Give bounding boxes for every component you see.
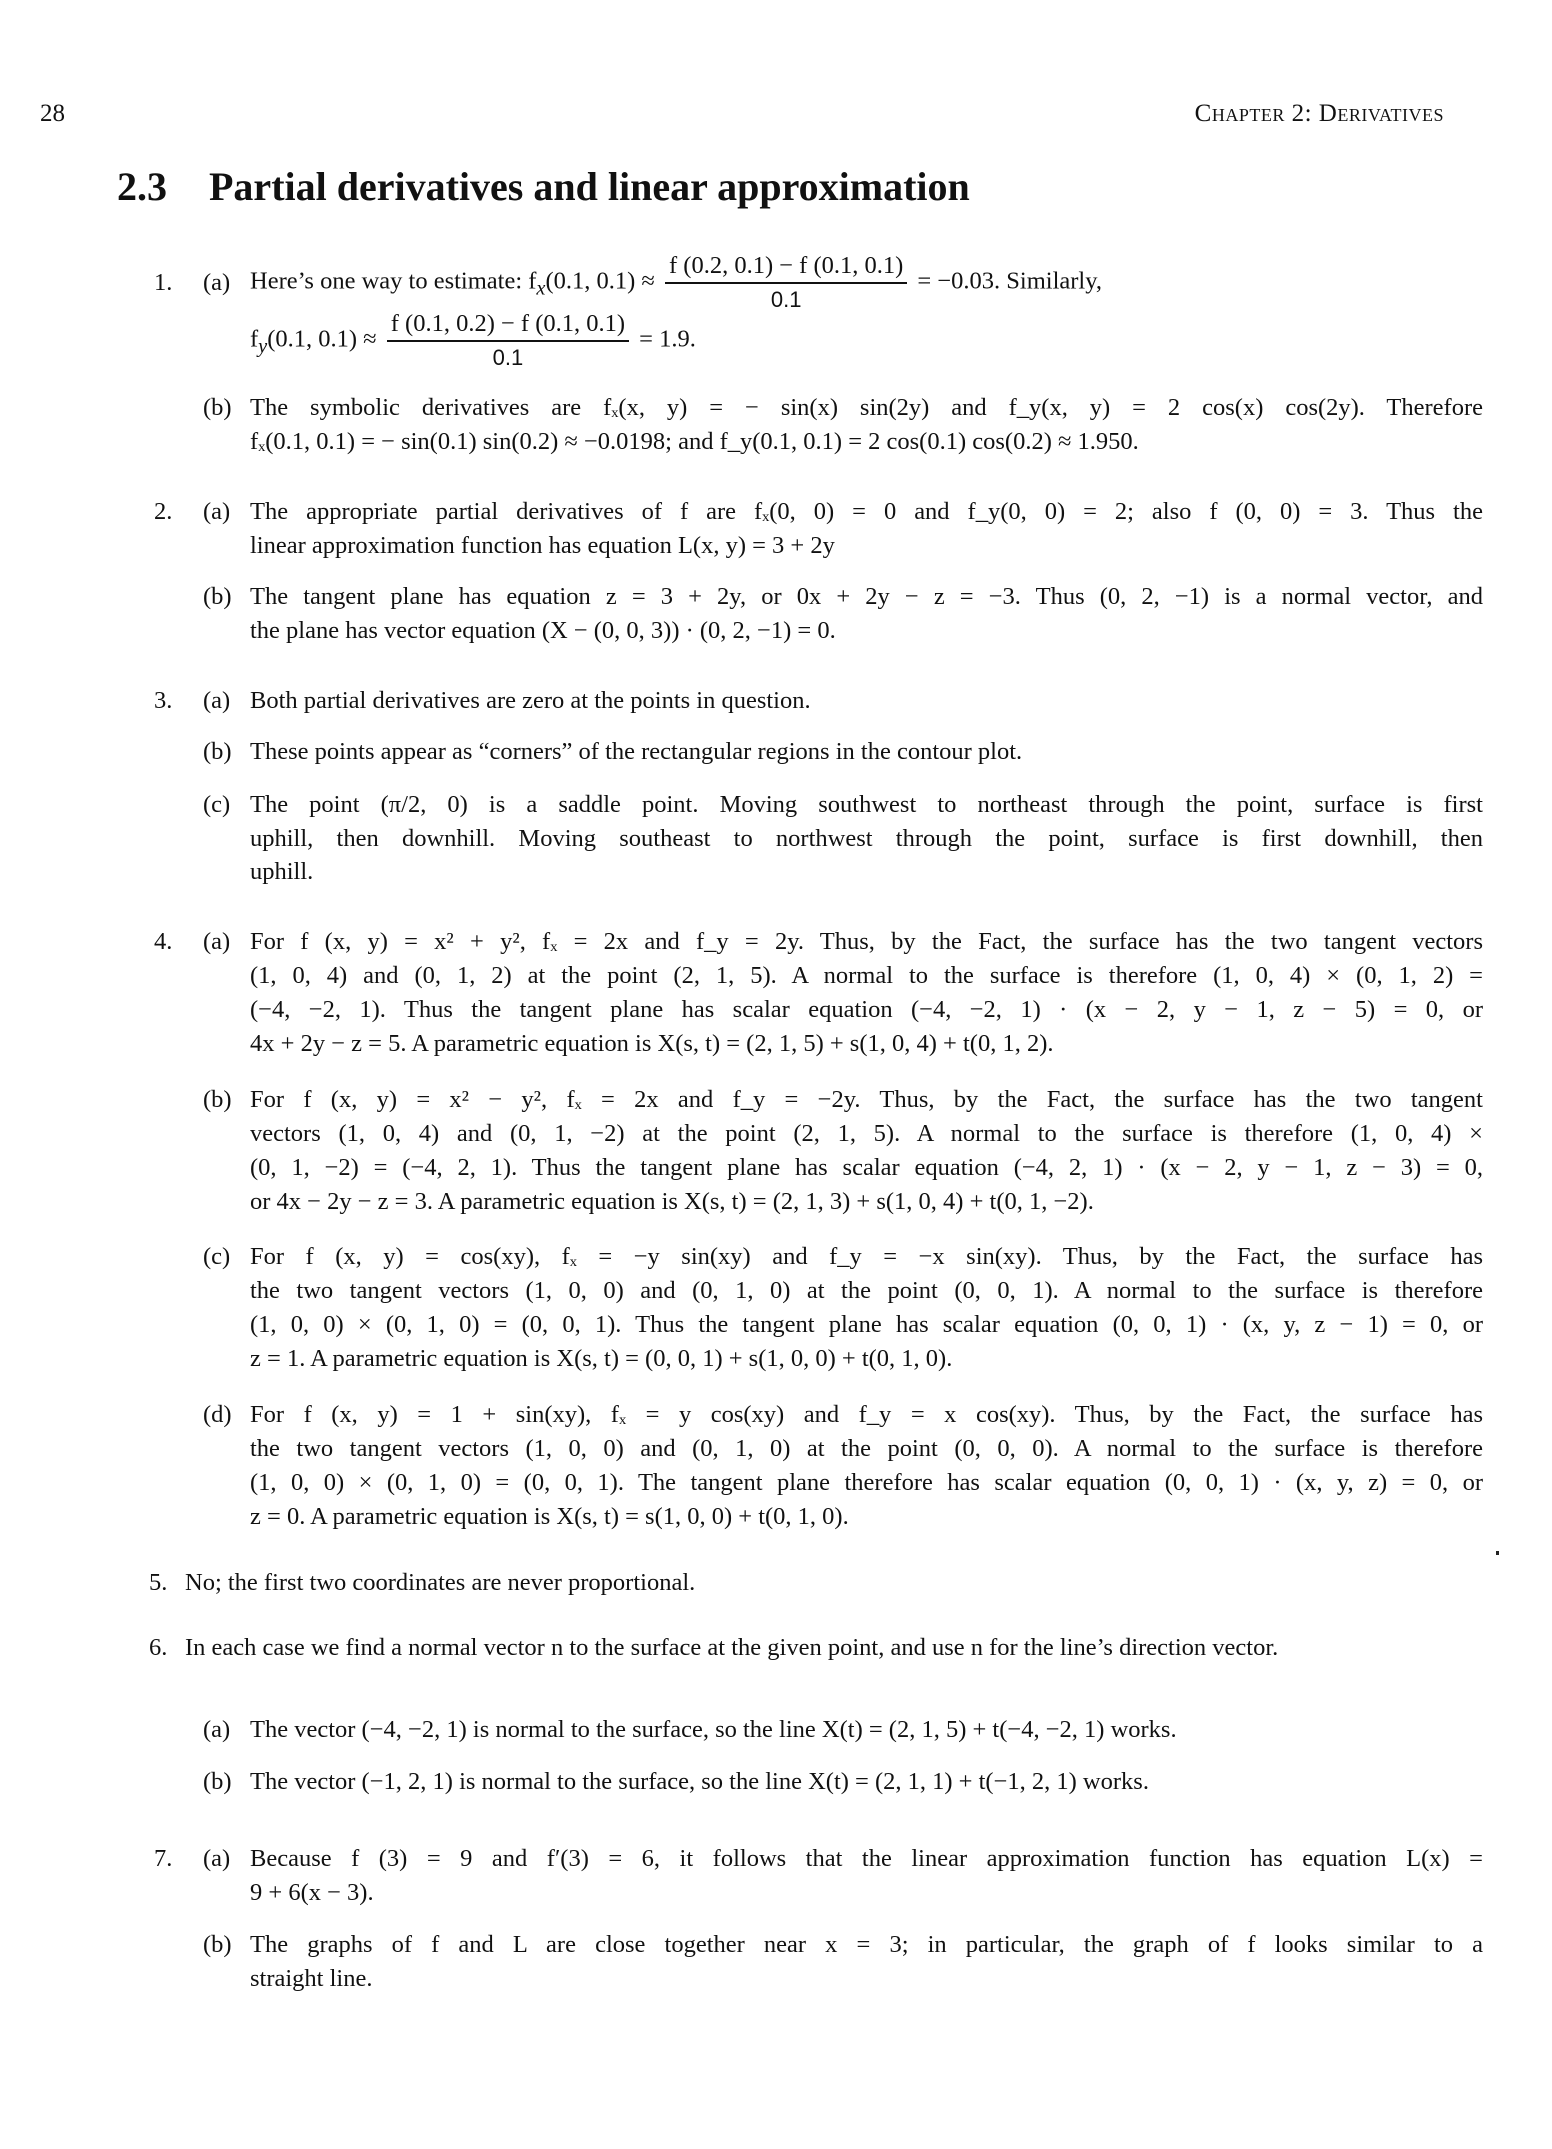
text-line: or 4x − 2y − z = 3. A parametric equation is X(s, t) = (2, 1, 3) + s(1, 0, 4) + t(0, 1, −2). — [250, 1188, 1094, 1215]
text-line: (−4, −2, 1). Thus the tangent plane has scalar equation (−4, −2, 1) · (x − 2, y − 1, z − 5) = 0, or — [250, 996, 1483, 1023]
text-line: No; the first two coordinates are never proportional. — [185, 1569, 696, 1596]
part-label: (c) — [203, 1243, 231, 1270]
part-label: (a) — [203, 498, 231, 525]
text-line: Because f (3) = 9 and f′(3) = 6, it follows that the linear approximation function has equation L(x) = — [250, 1845, 1483, 1872]
text-line: In each case we find a normal vector n to the surface at the given point, and use n for the line’s direction vector. — [185, 1634, 1279, 1661]
text-line: the two tangent vectors (1, 0, 0) and (0, 1, 0) at the point (0, 0, 1). A normal to the surface is therefore — [250, 1277, 1483, 1304]
text-line: The vector (−1, 2, 1) is normal to the surface, so the line X(t) = (2, 1, 1) + t(−1, 2, 1) works. — [250, 1768, 1149, 1795]
problem-number: 2. — [154, 498, 173, 525]
text-line: (1, 0, 4) and (0, 1, 2) at the point (2, 1, 5). A normal to the surface is therefore (1, 0, 4) × (0, 1, 2) = — [250, 962, 1483, 989]
problem-number: 1. — [154, 269, 173, 296]
text-line: The vector (−4, −2, 1) is normal to the surface, so the line X(t) = (2, 1, 5) + t(−4, −2, 1) works. — [250, 1716, 1177, 1743]
part-label: (a) — [203, 1716, 231, 1743]
text-line: z = 1. A parametric equation is X(s, t) = (0, 0, 1) + s(1, 0, 0) + t(0, 1, 0). — [250, 1345, 953, 1372]
part-label: (b) — [203, 583, 232, 610]
text-run: (0.1, 0.1) ≈ — [545, 267, 655, 295]
part-label: (d) — [203, 1401, 232, 1428]
text-line: linear approximation function has equation L(x, y) = 3 + 2y — [250, 532, 835, 559]
text-line: For f (x, y) = x² − y², fₓ = 2x and f_y = −2y. Thus, by the Fact, the surface has the two tangent — [250, 1086, 1483, 1113]
part-label: (b) — [203, 1931, 232, 1958]
text-line: uphill, then downhill. Moving southeast to northwest through the point, surface is first downhill, then — [250, 825, 1483, 852]
page-number: 28 — [40, 100, 65, 127]
equation-line — [250, 250, 1102, 316]
text-line: The point (π/2, 0) is a saddle point. Moving southwest to northeast through the point, surface is first — [250, 791, 1483, 818]
running-head: Chapter 2: Derivatives — [1194, 100, 1444, 127]
text-line: The appropriate partial derivatives of f are fₓ(0, 0) = 0 and f_y(0, 0) = 2; also f (0, 0) = 3. Thus the — [250, 498, 1483, 525]
part-label: (a) — [203, 269, 231, 296]
subscript: y — [258, 335, 268, 358]
text-line: vectors (1, 0, 4) and (0, 1, −2) at the point (2, 1, 5). A normal to the surface is therefore (1, 0, 4) × — [250, 1120, 1483, 1147]
problem-number: 4. — [154, 928, 173, 955]
section-title: Partial derivatives and linear approximation — [209, 164, 970, 209]
text-run: = −0.03. Similarly, — [917, 267, 1103, 295]
text-line: uphill. — [250, 858, 314, 885]
text-line: the plane has vector equation (X − (0, 0, 3)) · (0, 2, −1) = 0. — [250, 617, 836, 644]
scan-artifact — [1496, 1551, 1499, 1555]
fraction — [387, 308, 629, 374]
fraction-denominator: 0.1 — [492, 345, 524, 370]
section-heading — [117, 163, 970, 210]
text-run: f — [250, 325, 259, 353]
part-label: (c) — [203, 791, 231, 818]
text-line: For f (x, y) = cos(xy), fₓ = −y sin(xy) and f_y = −x sin(xy). Thus, by the Fact, the surface has — [250, 1243, 1483, 1270]
problem-number: 6. — [149, 1634, 168, 1661]
part-label: (a) — [203, 687, 231, 714]
problem-number: 5. — [149, 1569, 168, 1596]
text-run: Here’s one way to estimate: f — [250, 267, 537, 295]
problem-number: 3. — [154, 687, 173, 714]
text-line: the two tangent vectors (1, 0, 0) and (0, 1, 0) at the point (0, 0, 0). A normal to the surface is therefore — [250, 1435, 1483, 1462]
text-line: For f (x, y) = 1 + sin(xy), fₓ = y cos(xy) and f_y = x cos(xy). Thus, by the Fact, the surface has — [250, 1401, 1483, 1428]
fraction-denominator: 0.1 — [770, 287, 802, 312]
text-line: 9 + 6(x − 3). — [250, 1879, 374, 1906]
fraction-numerator: f (0.1, 0.2) − f (0.1, 0.1) — [387, 308, 629, 342]
subscript: x — [536, 277, 546, 300]
problem-number: 7. — [154, 1845, 173, 1872]
section-number: 2.3 — [117, 164, 167, 209]
fraction-numerator: f (0.2, 0.1) − f (0.1, 0.1) — [665, 250, 907, 284]
text-line: The graphs of f and L are close together near x = 3; in particular, the graph of f looks similar to a — [250, 1931, 1483, 1958]
part-label: (b) — [203, 394, 232, 421]
equation-line — [250, 308, 696, 374]
text-line: straight line. — [250, 1965, 373, 1992]
part-label: (b) — [203, 1086, 232, 1113]
text-line: The tangent plane has equation z = 3 + 2y, or 0x + 2y − z = −3. Thus (0, 2, −1) is a normal vector, and — [250, 583, 1483, 610]
text-line: (1, 0, 0) × (0, 1, 0) = (0, 0, 1). The tangent plane therefore has scalar equation (0, 0, 1) · (x, y, z) = 0, or — [250, 1469, 1483, 1496]
text-line: 4x + 2y − z = 5. A parametric equation is X(s, t) = (2, 1, 5) + s(1, 0, 4) + t(0, 1, 2). — [250, 1030, 1054, 1057]
part-label: (b) — [203, 738, 232, 765]
text-run: = 1.9. — [639, 325, 696, 353]
text-line: The symbolic derivatives are fₓ(x, y) = − sin(x) sin(2y) and f_y(x, y) = 2 cos(x) cos(2y). Therefore — [250, 394, 1483, 421]
text-run: (0.1, 0.1) ≈ — [267, 325, 377, 353]
part-label: (a) — [203, 928, 231, 955]
text-line: For f (x, y) = x² + y², fₓ = 2x and f_y = 2y. Thus, by the Fact, the surface has the two tangent vectors — [250, 928, 1483, 955]
part-label: (a) — [203, 1845, 231, 1872]
text-line: z = 0. A parametric equation is X(s, t) = s(1, 0, 0) + t(0, 1, 0). — [250, 1503, 849, 1530]
part-label: (b) — [203, 1768, 232, 1795]
fraction — [665, 250, 907, 316]
text-line: These points appear as “corners” of the rectangular regions in the contour plot. — [250, 738, 1023, 765]
text-line: fₓ(0.1, 0.1) = − sin(0.1) sin(0.2) ≈ −0.0198; and f_y(0.1, 0.1) = 2 cos(0.1) cos(0.2) ≈ 1.950. — [250, 428, 1139, 455]
text-line: (0, 1, −2) = (−4, 2, 1). Thus the tangent plane has scalar equation (−4, 2, 1) · (x − 2, y − 1, z − 3) = 0, — [250, 1154, 1483, 1181]
text-line: Both partial derivatives are zero at the points in question. — [250, 687, 811, 714]
text-line: (1, 0, 0) × (0, 1, 0) = (0, 0, 1). Thus the tangent plane has scalar equation (0, 0, 1) · (x, y, z − 1) = 0, or — [250, 1311, 1483, 1338]
